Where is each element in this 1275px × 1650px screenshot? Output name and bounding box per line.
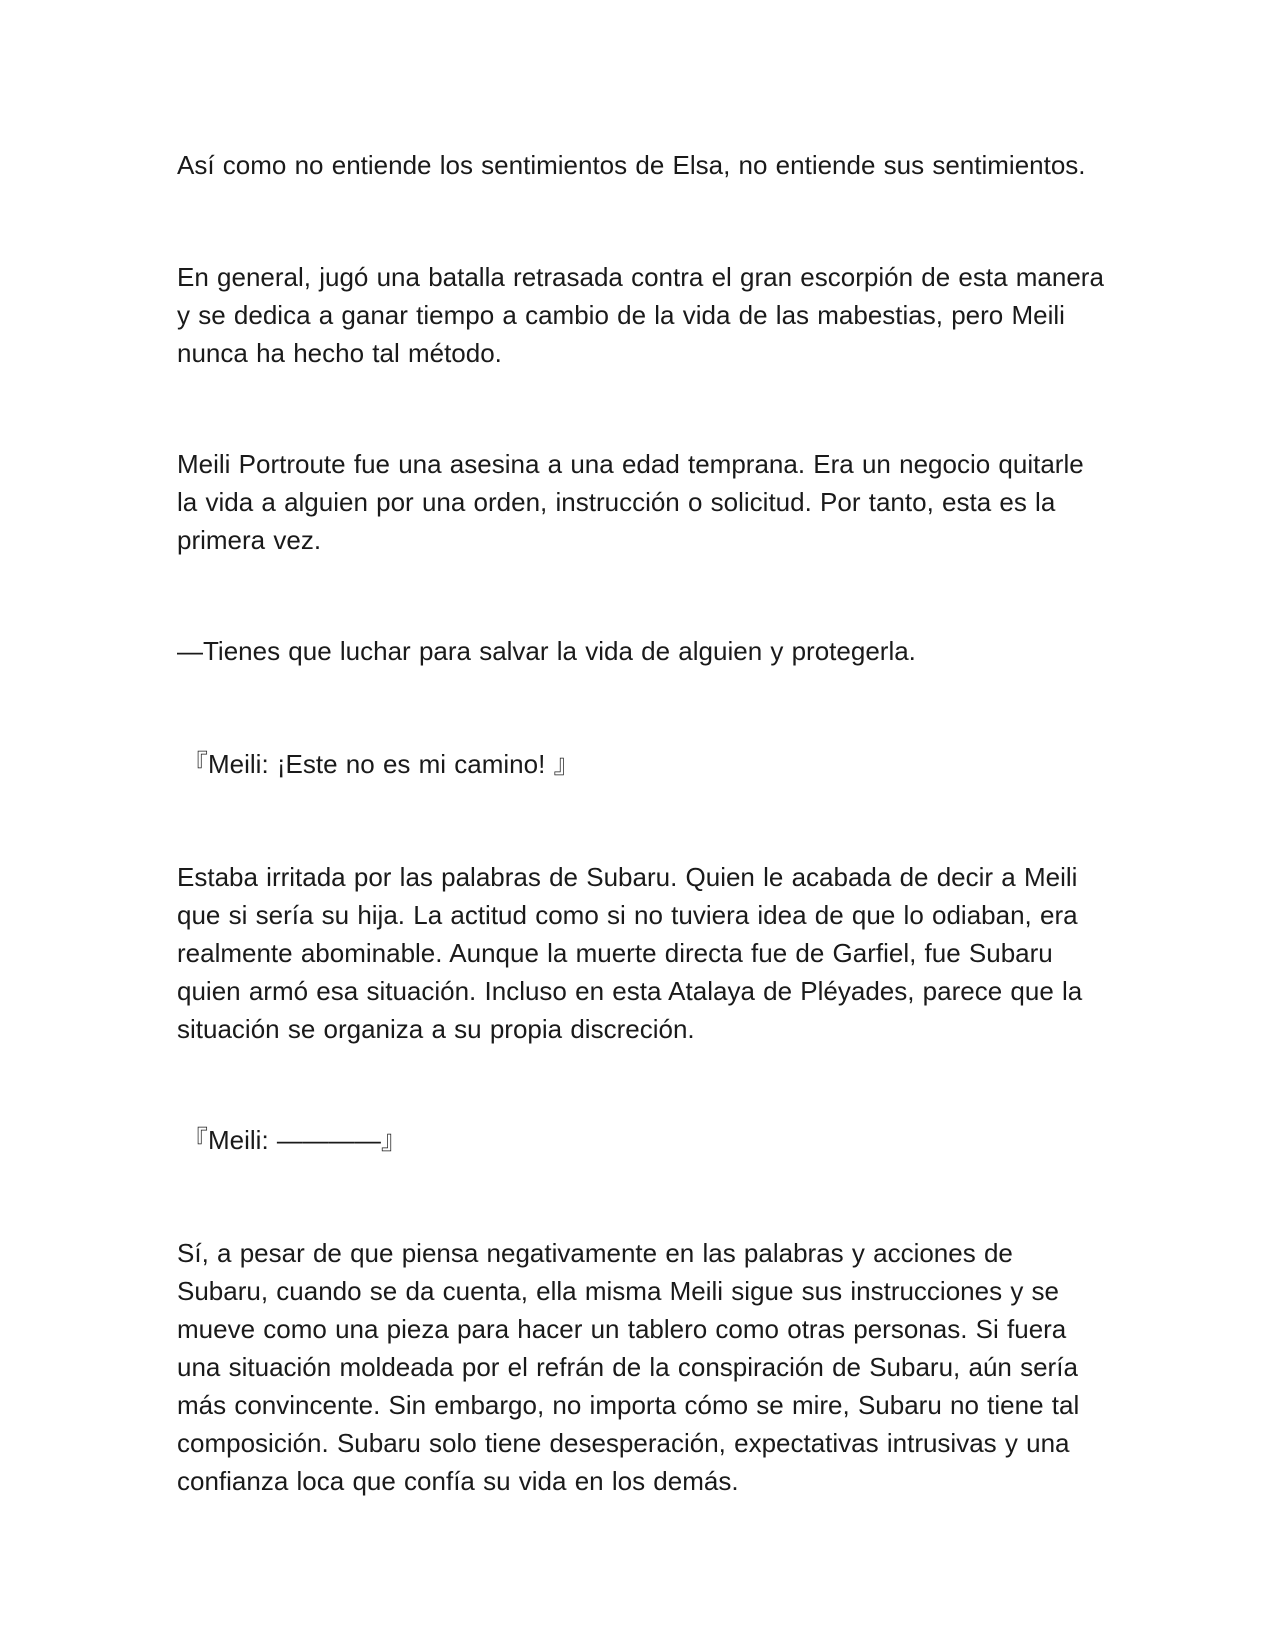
paragraph: Sí, a pesar de que piensa negativamente en las palabras y acciones de Subaru, cuando se da cuenta, ella misma Meili sigue sus instrucciones y se mueve como una pieza para hacer un tablero como otras personas. Si fuera una situación moldeada por el refrán de la conspiración de Subaru, aún sería más convincente. Sin embargo, no importa cómo se mire, Subaru no tiene tal composición. Subaru solo tiene desesperación, expectativas intrusivas y una confianza loca que confía su vida en los demás.	[177, 1238, 1080, 1496]
paragraph: Meili Portroute fue una asesina a una edad temprana. Era un negocio quitarle la vida a alguien por una orden, instrucción o solicitud. Por tanto, esta es la primera vez.	[177, 449, 1084, 555]
paragraph: En general, jugó una batalla retrasada contra el gran escorpión de esta manera y se dedica a ganar tiempo a cambio de la vida de las mabestias, pero Meili nunca ha hecho tal método.	[177, 262, 1104, 368]
dialogue-line: 『Meili: ¡Este no es mi camino! 』	[182, 749, 580, 779]
paragraph: Así como no entiende los sentimientos de Elsa, no entiende sus sentimientos.	[177, 150, 1086, 180]
paragraph: —Tienes que luchar para salvar la vida de alguien y protegerla.	[177, 636, 916, 666]
paragraph: Estaba irritada por las palabras de Subaru. Quien le acabada de decir a Meili que si sería su hija. La actitud como si no tuviera idea de que lo odiaban, era realmente abominable. Aunque la muerte directa fue de Garfiel, fue Subaru quien armó esa situación. Incluso en esta Atalaya de Pléyades, parece que la situación se organiza a su propia discreción.	[177, 862, 1083, 1044]
dialogue-line: 『Meili: ————』	[182, 1125, 407, 1155]
